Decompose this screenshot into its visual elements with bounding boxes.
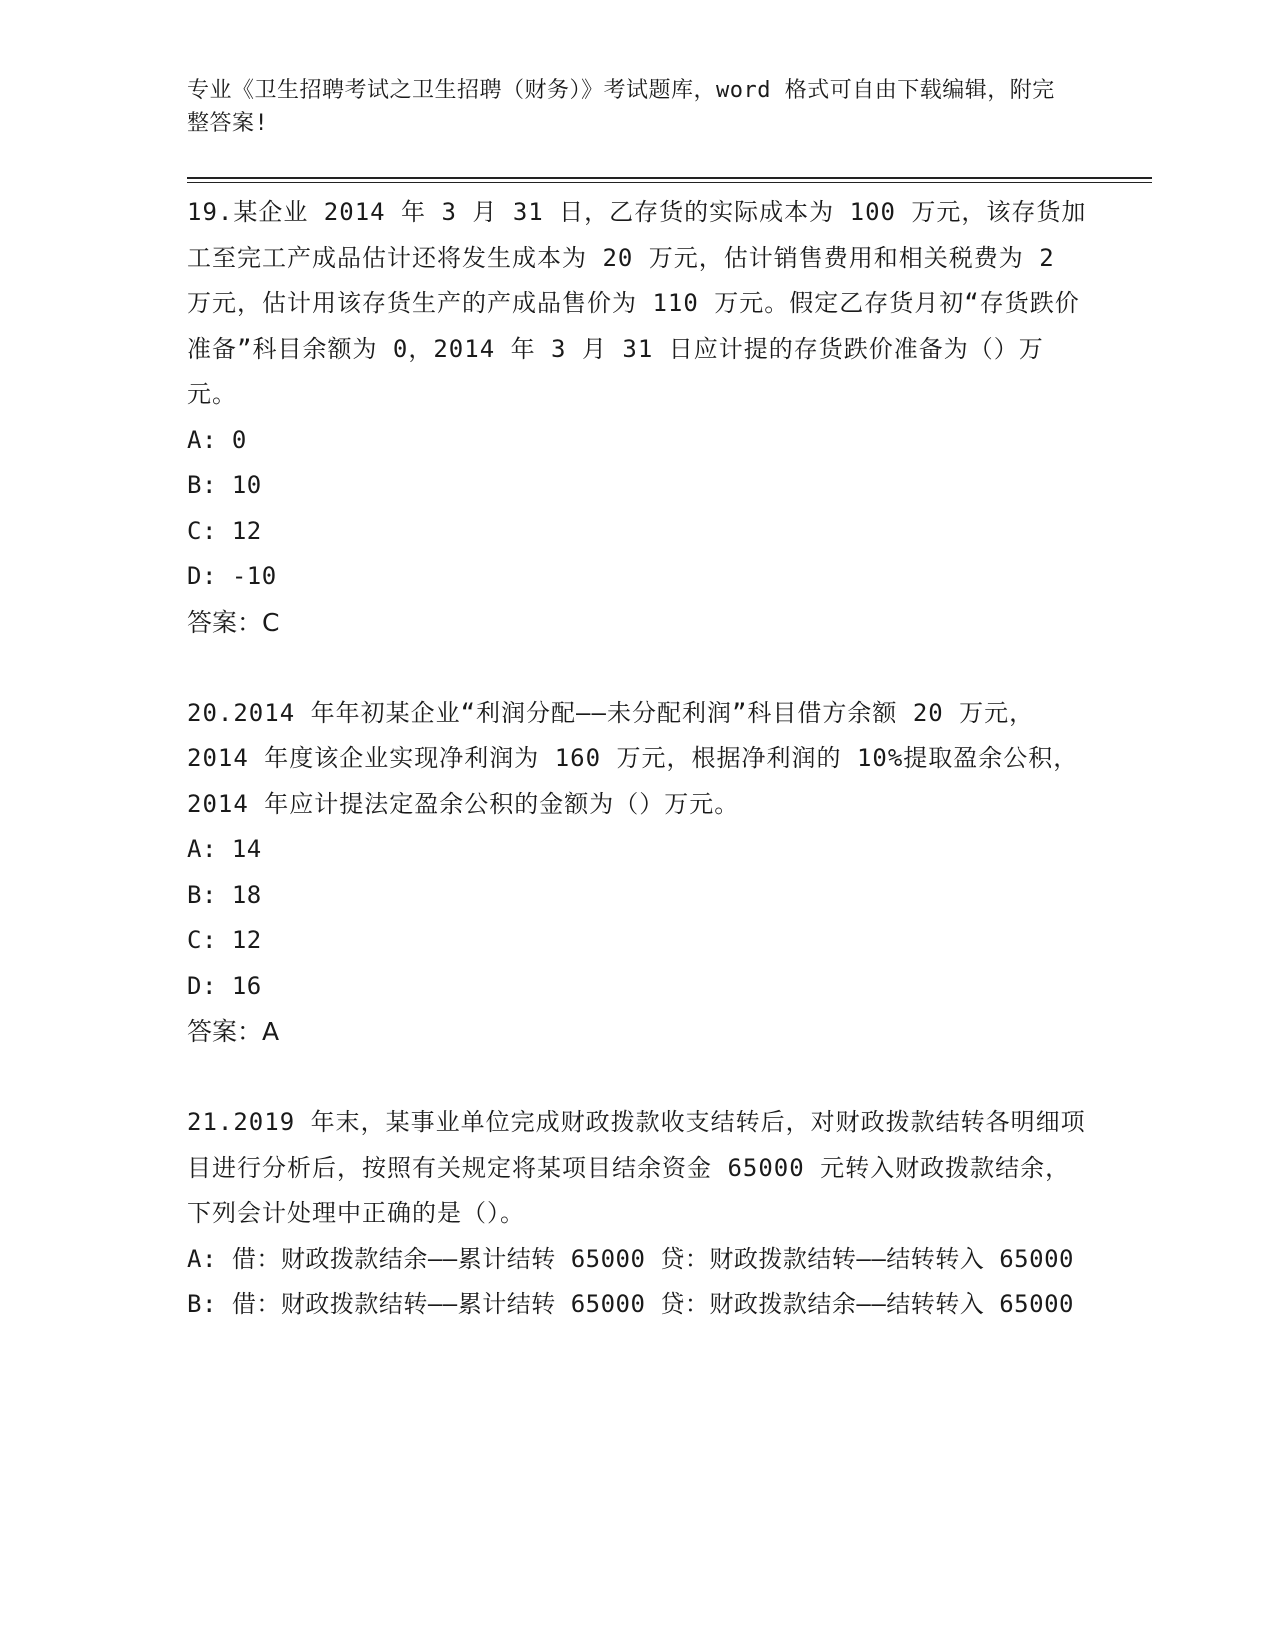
question-text: 19.某企业 2014 年 3 月 31 日，乙存货的实际成本为 100 万元，该存货加工至完工产成品估计还将发生成本为 20 万元，估计销售费用和相关税费为 2 万元，估计用该存货生产的产成品售价为 110 万元。假定乙存货月初“存货跌价准备”科目余额为 0，2014 年 3 月 31 日应计提的存货跌价准备为（）万元。 (187, 198, 1087, 408)
question-text: 20.2014 年年初某企业“利润分配——未分配利润”科目借方余额 20 万元，2014 年度该企业实现净利润为 160 万元，根据净利润的 10%提取盈余公积，2014 年应计提法定盈余公积的金额为（）万元。 (187, 698, 1079, 818)
question-19 (187, 190, 1087, 645)
option-b: B: 10 (187, 471, 262, 499)
header-text: 专业《卫生招聘考试之卫生招聘（财务）》考试题库，word 格式可自由下载编辑，附完整答案! (187, 78, 1055, 136)
option-a: A: 借：财政拨款结余——累计结转 65000 贷：财政拨款结转——结转转入 65000 (187, 1244, 1074, 1273)
question-list (187, 190, 1087, 1373)
answer: 答案：C (187, 607, 280, 637)
question-text: 21.2019 年末，某事业单位完成财政拨款收支结转后，对财政拨款结转各明细项目进行分析后，按照有关规定将某项目结余资金 65000 元转入财政拨款结余，下列会计处理中正确的是（）。 (187, 1108, 1086, 1227)
header-rule (187, 177, 1152, 179)
option-c: C: 12 (187, 926, 262, 954)
option-d: D: 16 (187, 971, 262, 1000)
question-21 (187, 1100, 1087, 1328)
option-c: C: 12 (187, 516, 262, 545)
question-20 (187, 691, 1087, 1055)
option-b: B: 借：财政拨款结转——累计结转 65000 贷：财政拨款结余——结转转入 65000 (187, 1290, 1074, 1318)
header-rule-thin (187, 182, 1152, 183)
answer: 答案：A (187, 1017, 280, 1046)
option-a: A: 14 (187, 835, 262, 863)
option-a: A: 0 (187, 425, 247, 454)
document-header (187, 74, 1067, 140)
option-d: D: -10 (187, 562, 277, 590)
option-b: B: 18 (187, 880, 262, 909)
